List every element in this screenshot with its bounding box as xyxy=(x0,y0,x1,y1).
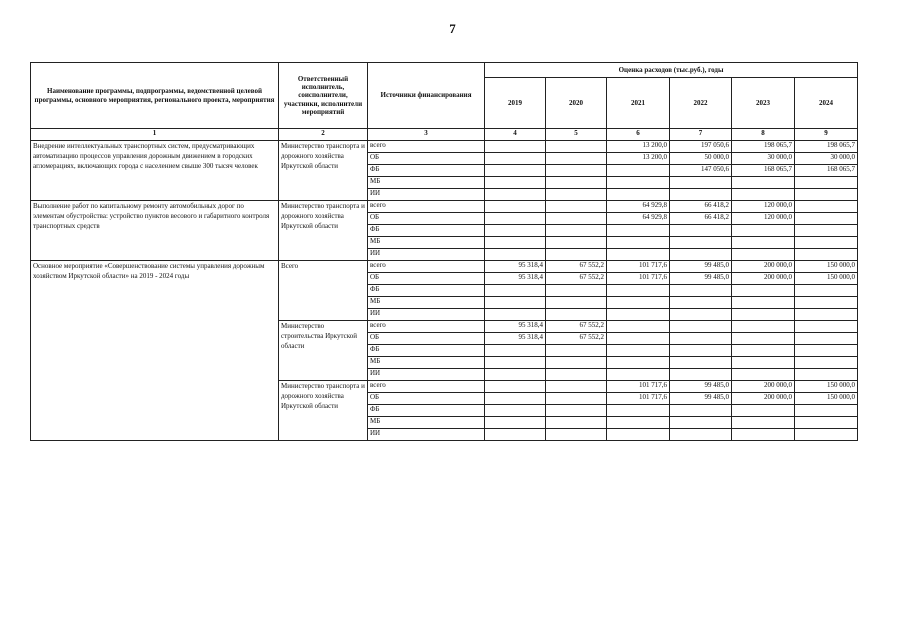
amount-cell: 197 050,6 xyxy=(670,141,732,153)
amount-cell xyxy=(546,417,607,429)
amount-cell xyxy=(546,429,607,441)
amount-cell xyxy=(795,309,858,321)
amount-cell xyxy=(607,237,670,249)
executor: Министерство транспорта и дорожного хозяйства Иркутской области xyxy=(279,201,368,261)
amount-cell xyxy=(795,429,858,441)
funding-source: всего xyxy=(368,381,485,393)
amount-cell xyxy=(546,309,607,321)
amount-cell: 67 552,2 xyxy=(546,321,607,333)
amount-cell xyxy=(607,189,670,201)
amount-cell xyxy=(670,249,732,261)
amount-cell xyxy=(670,237,732,249)
funding-source: МБ xyxy=(368,237,485,249)
header-year: 2021 xyxy=(607,78,670,129)
amount-cell: 147 050,6 xyxy=(670,165,732,177)
amount-cell: 200 000,0 xyxy=(732,393,795,405)
amount-cell xyxy=(485,417,546,429)
amount-cell: 200 000,0 xyxy=(732,381,795,393)
column-number: 4 xyxy=(485,129,546,141)
amount-cell: 198 065,7 xyxy=(732,141,795,153)
amount-cell xyxy=(485,429,546,441)
amount-cell xyxy=(795,345,858,357)
amount-cell xyxy=(795,321,858,333)
amount-cell: 95 318,4 xyxy=(485,273,546,285)
amount-cell xyxy=(485,201,546,213)
column-number: 7 xyxy=(670,129,732,141)
funding-source: ОБ xyxy=(368,213,485,225)
amount-cell xyxy=(485,285,546,297)
activity-name: Основное мероприятие «Совершенствование системы управления дорожным хозяйством Иркутской области» на 2019 - 2024 годы xyxy=(31,261,279,441)
amount-cell: 99 485,0 xyxy=(670,261,732,273)
column-number: 9 xyxy=(795,129,858,141)
funding-source: ФБ xyxy=(368,285,485,297)
amount-cell xyxy=(670,309,732,321)
amount-cell xyxy=(607,309,670,321)
executor: Министерство транспорта и дорожного хозяйства Иркутской области xyxy=(279,141,368,201)
amount-cell xyxy=(795,297,858,309)
column-number: 2 xyxy=(279,129,368,141)
amount-cell: 99 485,0 xyxy=(670,273,732,285)
amount-cell xyxy=(732,405,795,417)
activity-name: Внедрение интеллектуальных транспортных систем, предусматривающих автоматизацию процессов управления дорожным движением в городских агломерациях, включающих города с населением свыше 300 тысяч человек xyxy=(31,141,279,201)
funding-source: ФБ xyxy=(368,225,485,237)
header-name: Наименование программы, подпрограммы, ведомственной целевой программы, основного мероприятия, регионального проекта, мероприятия xyxy=(31,63,279,129)
amount-cell xyxy=(732,345,795,357)
funding-source: ФБ xyxy=(368,405,485,417)
amount-cell xyxy=(732,285,795,297)
header-executor: Ответственный исполнитель, соисполнители, участники, исполнители мероприятий xyxy=(279,63,368,129)
amount-cell xyxy=(485,165,546,177)
funding-source: МБ xyxy=(368,177,485,189)
executor: Всего xyxy=(279,261,368,321)
amount-cell xyxy=(546,141,607,153)
funding-source: МБ xyxy=(368,297,485,309)
amount-cell: 120 000,0 xyxy=(732,201,795,213)
amount-cell: 150 000,0 xyxy=(795,381,858,393)
amount-cell xyxy=(670,429,732,441)
amount-cell xyxy=(546,405,607,417)
amount-cell xyxy=(485,309,546,321)
amount-cell: 150 000,0 xyxy=(795,393,858,405)
funding-source: ОБ xyxy=(368,153,485,165)
amount-cell xyxy=(485,405,546,417)
amount-cell xyxy=(670,189,732,201)
executor: Министерство транспорта и дорожного хозяйства Иркутской области xyxy=(279,381,368,441)
amount-cell xyxy=(607,321,670,333)
amount-cell xyxy=(485,381,546,393)
amount-cell xyxy=(795,333,858,345)
amount-cell xyxy=(607,165,670,177)
amount-cell xyxy=(546,153,607,165)
table-row xyxy=(31,201,858,213)
amount-cell xyxy=(607,357,670,369)
amount-cell xyxy=(546,357,607,369)
amount-cell xyxy=(732,177,795,189)
header-year: 2020 xyxy=(546,78,607,129)
amount-cell: 198 065,7 xyxy=(795,141,858,153)
funding-source: ФБ xyxy=(368,345,485,357)
amount-cell xyxy=(546,237,607,249)
amount-cell xyxy=(670,285,732,297)
amount-cell xyxy=(485,153,546,165)
amount-cell xyxy=(670,417,732,429)
amount-cell xyxy=(670,225,732,237)
amount-cell xyxy=(670,321,732,333)
header-year: 2023 xyxy=(732,78,795,129)
column-number: 8 xyxy=(732,129,795,141)
amount-cell xyxy=(485,177,546,189)
amount-cell xyxy=(795,249,858,261)
amount-cell xyxy=(732,369,795,381)
amount-cell: 50 000,0 xyxy=(670,153,732,165)
amount-cell xyxy=(607,249,670,261)
amount-cell: 150 000,0 xyxy=(795,261,858,273)
amount-cell xyxy=(795,213,858,225)
funding-source: ИИ xyxy=(368,309,485,321)
amount-cell xyxy=(546,177,607,189)
executor: Министерство строительства Иркутской области xyxy=(279,321,368,381)
amount-cell: 13 200,0 xyxy=(607,141,670,153)
amount-cell: 67 552,2 xyxy=(546,333,607,345)
amount-cell xyxy=(732,189,795,201)
amount-cell xyxy=(670,297,732,309)
amount-cell xyxy=(546,285,607,297)
amount-cell: 30 000,0 xyxy=(795,153,858,165)
amount-cell xyxy=(795,237,858,249)
amount-cell xyxy=(732,357,795,369)
amount-cell: 30 000,0 xyxy=(732,153,795,165)
amount-cell xyxy=(732,249,795,261)
activity-name: Выполнение работ по капитальному ремонту автомобильных дорог по элементам обустройства: устройство пунктов весового и габаритного контроля транспортных средств xyxy=(31,201,279,261)
amount-cell: 13 200,0 xyxy=(607,153,670,165)
amount-cell xyxy=(485,213,546,225)
amount-cell: 168 065,7 xyxy=(795,165,858,177)
amount-cell xyxy=(485,141,546,153)
amount-cell: 168 065,7 xyxy=(732,165,795,177)
amount-cell xyxy=(485,369,546,381)
amount-cell xyxy=(607,429,670,441)
amount-cell xyxy=(795,417,858,429)
amount-cell: 101 717,6 xyxy=(607,393,670,405)
funding-source: ОБ xyxy=(368,273,485,285)
amount-cell xyxy=(732,321,795,333)
amount-cell: 200 000,0 xyxy=(732,273,795,285)
funding-source: всего xyxy=(368,261,485,273)
header-source: Источники финансирования xyxy=(368,63,485,129)
amount-cell: 99 485,0 xyxy=(670,381,732,393)
amount-cell: 101 717,6 xyxy=(607,273,670,285)
amount-cell xyxy=(485,249,546,261)
amount-cell xyxy=(670,369,732,381)
column-number: 6 xyxy=(607,129,670,141)
amount-cell xyxy=(485,225,546,237)
amount-cell xyxy=(546,213,607,225)
amount-cell xyxy=(546,369,607,381)
amount-cell xyxy=(485,237,546,249)
amount-cell xyxy=(670,333,732,345)
amount-cell xyxy=(732,333,795,345)
header-year: 2024 xyxy=(795,78,858,129)
table-row xyxy=(31,141,858,153)
amount-cell xyxy=(546,201,607,213)
amount-cell: 101 717,6 xyxy=(607,381,670,393)
amount-cell xyxy=(732,297,795,309)
column-number: 1 xyxy=(31,129,279,141)
amount-cell xyxy=(485,189,546,201)
amount-cell: 64 929,8 xyxy=(607,201,670,213)
funding-source: МБ xyxy=(368,417,485,429)
column-number-row xyxy=(31,129,858,141)
amount-cell xyxy=(795,369,858,381)
amount-cell xyxy=(795,177,858,189)
amount-cell xyxy=(795,285,858,297)
amount-cell xyxy=(795,201,858,213)
amount-cell xyxy=(607,225,670,237)
page-number: 7 xyxy=(449,21,456,36)
amount-cell: 99 485,0 xyxy=(670,393,732,405)
amount-cell xyxy=(607,345,670,357)
amount-cell xyxy=(485,393,546,405)
funding-source: всего xyxy=(368,321,485,333)
amount-cell xyxy=(732,225,795,237)
funding-source: всего xyxy=(368,201,485,213)
funding-source: ОБ xyxy=(368,393,485,405)
amount-cell xyxy=(607,297,670,309)
amount-cell: 67 552,2 xyxy=(546,273,607,285)
header-year: 2019 xyxy=(485,78,546,129)
table-row xyxy=(31,261,858,273)
amount-cell xyxy=(795,189,858,201)
amount-cell: 64 929,8 xyxy=(607,213,670,225)
amount-cell xyxy=(732,429,795,441)
funding-source: ИИ xyxy=(368,369,485,381)
funding-source: МБ xyxy=(368,357,485,369)
amount-cell xyxy=(546,165,607,177)
funding-source: ИИ xyxy=(368,249,485,261)
amount-cell xyxy=(670,405,732,417)
amount-cell xyxy=(546,297,607,309)
amount-cell xyxy=(607,417,670,429)
amount-cell xyxy=(795,225,858,237)
amount-cell xyxy=(795,357,858,369)
amount-cell xyxy=(607,285,670,297)
column-number: 3 xyxy=(368,129,485,141)
funding-source: ОБ xyxy=(368,333,485,345)
amount-cell xyxy=(546,189,607,201)
budget-table xyxy=(30,62,858,441)
amount-cell: 66 418,2 xyxy=(670,201,732,213)
amount-cell xyxy=(670,357,732,369)
funding-source: всего xyxy=(368,141,485,153)
column-number: 5 xyxy=(546,129,607,141)
amount-cell xyxy=(546,345,607,357)
amount-cell xyxy=(795,405,858,417)
amount-cell xyxy=(607,177,670,189)
amount-cell xyxy=(607,369,670,381)
amount-cell xyxy=(546,225,607,237)
amount-cell xyxy=(607,405,670,417)
amount-cell xyxy=(732,417,795,429)
amount-cell xyxy=(607,333,670,345)
header-costs: Оценка расходов (тыс.руб.), годы xyxy=(485,63,858,78)
amount-cell: 95 318,4 xyxy=(485,321,546,333)
funding-source: ИИ xyxy=(368,429,485,441)
amount-cell xyxy=(670,345,732,357)
amount-cell: 67 552,2 xyxy=(546,261,607,273)
amount-cell: 200 000,0 xyxy=(732,261,795,273)
amount-cell xyxy=(485,297,546,309)
amount-cell xyxy=(670,177,732,189)
amount-cell: 95 318,4 xyxy=(485,333,546,345)
amount-cell xyxy=(732,237,795,249)
amount-cell xyxy=(546,393,607,405)
amount-cell: 66 418,2 xyxy=(670,213,732,225)
funding-source: ФБ xyxy=(368,165,485,177)
amount-cell: 150 000,0 xyxy=(795,273,858,285)
amount-cell xyxy=(485,357,546,369)
funding-source: ИИ xyxy=(368,189,485,201)
amount-cell xyxy=(732,309,795,321)
header-year: 2022 xyxy=(670,78,732,129)
amount-cell: 101 717,6 xyxy=(607,261,670,273)
amount-cell xyxy=(485,345,546,357)
amount-cell: 120 000,0 xyxy=(732,213,795,225)
amount-cell: 95 318,4 xyxy=(485,261,546,273)
amount-cell xyxy=(546,249,607,261)
amount-cell xyxy=(546,381,607,393)
